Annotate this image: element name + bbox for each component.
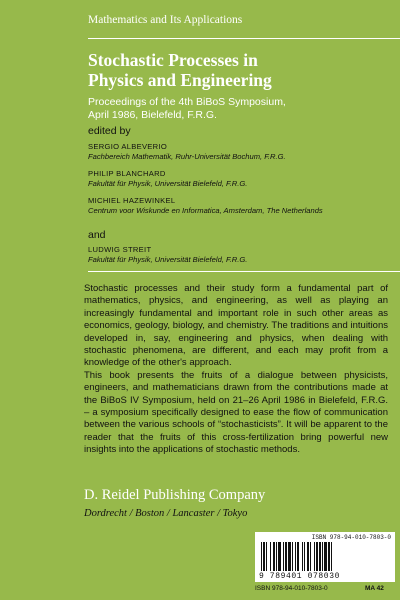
barcode-bar bbox=[302, 542, 303, 571]
description-paragraph-1: Stochastic processes and their study form a fundamental part of mathematics, physics, and engineering, as well as playing an increasingly fundamental and important role in such other areas as economics, geology, biology, and chemistry. The traditions and intuitions developed in, say, engineering and physics, when dealing with stochastic phenomena, are different, and each may profit from a knowledge of the other's approach. bbox=[84, 283, 388, 369]
proceedings-line-2: April 1986, Bielefeld, F.R.G. bbox=[88, 109, 217, 121]
barcode-bar bbox=[266, 542, 267, 571]
series-name: Mathematics and Its Applications bbox=[88, 14, 243, 26]
editor-entry bbox=[88, 196, 398, 216]
barcode-isbn: ISBN 978-94-010-7803-0 bbox=[311, 534, 391, 541]
barcode-bar bbox=[283, 542, 284, 571]
barcode-bar bbox=[295, 542, 296, 571]
book-title-line-1: Stochastic Processes in bbox=[88, 50, 258, 70]
barcode-bar bbox=[331, 542, 332, 571]
editor-affiliation: Fachbereich Mathematik, Ruhr-Universität Bochum, F.R.G. bbox=[88, 152, 286, 161]
description-paragraph-2: This book presents the fruits of a dialogue between physicists, engineers, and mathematicians drawn from the contributions made at the BiBoS IV Symposium, held on 21–26 April 1986 in Bielefeld, F.R.G. – a symposium specifically designed to ease the flow of communication between the various schools of “stochasticists”. It will be apparent to the reader that the fruits of this cross-fertilization bring powerful new insights into the applications of stochastic methods. bbox=[84, 369, 388, 456]
barcode-bar bbox=[304, 542, 305, 571]
proceedings-info bbox=[88, 96, 388, 122]
barcode-bar bbox=[297, 542, 299, 571]
top-rule bbox=[88, 38, 400, 39]
editor-entry bbox=[88, 169, 398, 189]
publisher-name: D. Reidel Publishing Company bbox=[84, 487, 266, 503]
barcode-bar bbox=[278, 542, 281, 571]
and-label: and bbox=[88, 229, 106, 241]
editor-name: PHILIP BLANCHARD bbox=[88, 169, 166, 178]
edited-by-label: edited by bbox=[88, 125, 131, 137]
series-code: MA 42 bbox=[365, 585, 384, 592]
barcode-bar bbox=[314, 542, 315, 571]
barcode-bar bbox=[307, 542, 309, 571]
barcode-bar bbox=[261, 542, 262, 571]
barcode-bar bbox=[276, 542, 277, 571]
barcode-bar bbox=[328, 542, 330, 571]
editor-affiliation: Fakultät für Physik, Universität Bielefeld, F.R.G. bbox=[88, 255, 248, 264]
editor-name: MICHIEL HAZEWINKEL bbox=[88, 196, 176, 205]
middle-rule bbox=[88, 271, 400, 272]
barcode-bar bbox=[319, 542, 321, 571]
barcode-bar bbox=[263, 542, 265, 571]
barcode-bar bbox=[324, 542, 327, 571]
editor-name: LUDWIG STREIT bbox=[88, 245, 152, 254]
barcode-bar bbox=[285, 542, 287, 571]
book-title bbox=[88, 50, 388, 90]
barcode-bar bbox=[270, 542, 271, 571]
barcode-number: 9 789401 078030 bbox=[259, 572, 341, 581]
description bbox=[84, 283, 388, 457]
barcode-bar bbox=[273, 542, 275, 571]
barcode-bar bbox=[288, 542, 291, 571]
isbn-text: ISBN 978-94-010-7803-0 bbox=[255, 585, 328, 592]
publisher-cities: Dordrecht / Boston / Lancaster / Tokyo bbox=[84, 508, 248, 519]
editor-entry bbox=[88, 142, 398, 162]
barcode-bar bbox=[310, 542, 311, 571]
barcode-bar bbox=[322, 542, 323, 571]
editor-affiliation: Centrum voor Wiskunde en Informatica, Amsterdam, The Netherlands bbox=[88, 206, 323, 215]
barcode-bar bbox=[292, 542, 293, 571]
barcode-bars-icon bbox=[259, 542, 391, 572]
proceedings-line-1: Proceedings of the 4th BiBoS Symposium, bbox=[88, 96, 286, 108]
barcode bbox=[255, 532, 395, 582]
editor-list bbox=[88, 142, 398, 223]
editor-name: SERGIO ALBEVERIO bbox=[88, 142, 168, 151]
book-title-line-2: Physics and Engineering bbox=[88, 70, 272, 90]
barcode-bar bbox=[316, 542, 318, 571]
editor-entry-last bbox=[88, 245, 398, 265]
editor-affiliation: Fakultät für Physik, Universität Bielefeld, F.R.G. bbox=[88, 179, 248, 188]
